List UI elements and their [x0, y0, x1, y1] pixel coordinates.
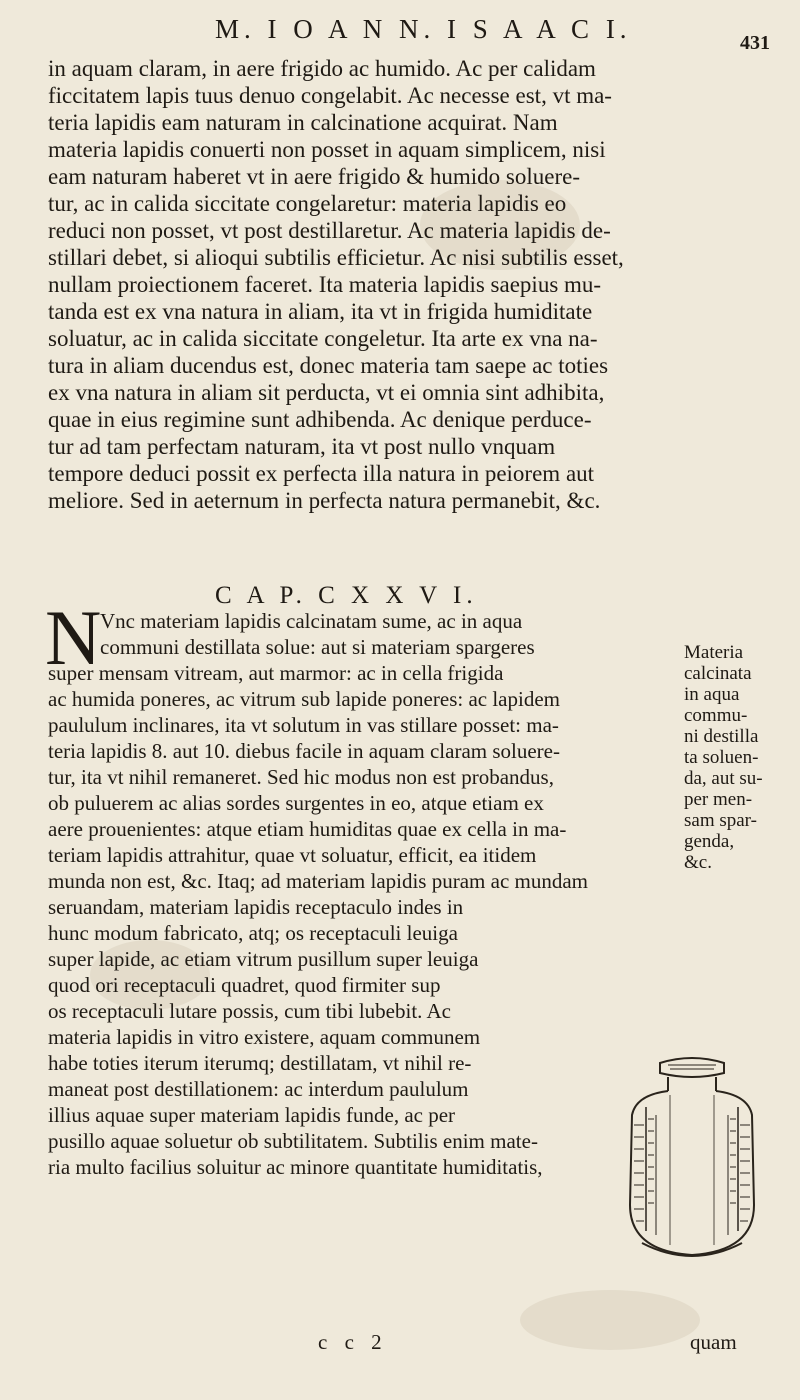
chapter-text	[48, 608, 673, 1180]
text-line: soluatur, ac in calida siccitate congeletur. Ita arte ex vna na-	[48, 326, 598, 351]
text-line: teria lapidis eam naturam in calcinatione acquirat. Nam	[48, 110, 558, 135]
text-line: reduci non posset, vt post destillaretur. Ac materia lapidis de-	[48, 218, 611, 243]
margin-note-line: commu-	[684, 705, 748, 726]
text-line: ria multo facilius soluitur ac minore quantitate humiditatis,	[48, 1155, 543, 1179]
receptacle-neck	[668, 1077, 716, 1091]
text-line: tempore deduci possit ex perfecta illa natura in peiorem aut	[48, 461, 595, 486]
text-line: in aquam claram, in aere frigido ac humido. Ac per calidam	[48, 56, 596, 81]
text-line: illius aquae super materiam lapidis funde, ac per	[48, 1103, 456, 1127]
margin-note-line: calcinata	[684, 663, 752, 684]
catchword: quam	[690, 1330, 737, 1354]
text-line: stillari debet, si alioqui subtilis efficietur. Ac nisi subtilis esset,	[48, 245, 624, 270]
receptacle-woodcut-illustration	[612, 1055, 772, 1265]
text-line: tur, ita vt nihil remaneret. Sed hic modus non est probandus,	[48, 765, 554, 789]
margin-note-line: ni destilla	[684, 726, 759, 747]
chapter-heading: C A P. C X X V I.	[215, 582, 478, 609]
signature-mark: c c 2	[318, 1330, 388, 1354]
text-line: seruandam, materiam lapidis receptaculo indes in	[48, 895, 464, 919]
margin-note-line: in aqua	[684, 684, 740, 705]
running-head: M. I O A N N. I S A A C I.	[215, 14, 632, 44]
text-line: teriam lapidis attrahitur, quae vt soluatur, efficit, ea itidem	[48, 843, 537, 867]
margin-note-line: &c.	[684, 852, 712, 873]
text-line: materia lapidis in vitro existere, aquam communem	[48, 1025, 481, 1049]
margin-note-line: ta soluen-	[684, 747, 759, 768]
text-line: os receptaculi lutare possis, cum tibi lubebit. Ac	[48, 999, 451, 1023]
text-line: hunc modum fabricato, atq; os receptaculi leuiga	[48, 921, 458, 945]
margin-note-line: genda,	[684, 831, 735, 852]
text-line: super lapide, ac etiam vitrum pusillum super leuiga	[48, 947, 479, 971]
text-line: quod ori receptaculi quadret, quod firmiter sup	[48, 973, 441, 997]
body-text	[48, 55, 768, 514]
receptacle-body	[630, 1091, 754, 1255]
text-line: tanda est ex vna natura in aliam, ita vt in frigida humiditate	[48, 299, 593, 324]
text-line: nullam proiectionem faceret. Ita materia lapidis saepius mu-	[48, 272, 602, 297]
text-line: teria lapidis 8. aut 10. diebus facile in aquam claram soluere-	[48, 739, 560, 763]
text-line: paululum inclinares, ita vt solutum in vas stillare posset: ma-	[48, 713, 559, 737]
text-line: ficcitatem lapis tuus denuo congelabit. Ac necesse est, vt ma-	[48, 83, 612, 108]
page-number: 431	[740, 32, 770, 54]
text-line: eam naturam haberet vt in aere frigido & humido soluere-	[48, 164, 580, 189]
text-line: super mensam vitream, aut marmor: ac in cella frigida	[48, 661, 504, 685]
drop-cap: N	[45, 594, 102, 681]
margin-note-line: sam spar-	[684, 810, 757, 831]
margin-note-line: Materia	[684, 642, 744, 663]
text-line: tur, ac in calida siccitate congelaretur: materia lapidis eo	[48, 191, 567, 216]
text-line: maneat post destillationem: ac interdum paululum	[48, 1077, 469, 1101]
text-line: aere prouenientes: atque etiam humiditas quae ex cella in ma-	[48, 817, 567, 841]
text-line: ac humida poneres, ac vitrum sub lapide poneres: ac lapidem	[48, 687, 560, 711]
text-line: meliore. Sed in aeternum in perfecta natura permanebit, &c.	[48, 488, 601, 513]
text-line: ob puluerem ac alias sordes surgentes in eo, atque etiam ex	[48, 791, 544, 815]
text-line: tura in aliam ducendus est, donec materia tam saepe ac toties	[48, 353, 609, 378]
woodcut-hatching	[634, 1119, 750, 1221]
text-line: pusillo aquae soluetur ob subtilitatem. Subtilis enim mate-	[48, 1129, 538, 1153]
margin-note-line: da, aut su-	[684, 768, 763, 789]
text-line: munda non est, &c. Itaq; ad materiam lapidis puram ac mundam	[48, 869, 589, 893]
text-line: tur ad tam perfectam naturam, ita vt post nullo vnquam	[48, 434, 556, 459]
page-header	[0, 10, 800, 54]
text-line: habe toties iterum iterumq; destillatam, vt nihil re-	[48, 1051, 472, 1075]
receptacle-lid	[660, 1058, 724, 1077]
text-line: communi destillata solue: aut si materiam spargeres	[100, 635, 535, 659]
margin-note	[684, 642, 794, 873]
page-footer	[0, 1330, 800, 1370]
margin-note-line: per men-	[684, 789, 753, 810]
text-line: ex vna natura in aliam sit perducta, vt ei omnia sint adhibita,	[48, 380, 605, 405]
text-line: materia lapidis conuerti non posset in aquam simplicem, nisi	[48, 137, 606, 162]
text-line: quae in eius regimine sunt adhibenda. Ac denique perduce-	[48, 407, 592, 432]
text-line: Vnc materiam lapidis calcinatam sume, ac in aqua	[100, 609, 523, 633]
